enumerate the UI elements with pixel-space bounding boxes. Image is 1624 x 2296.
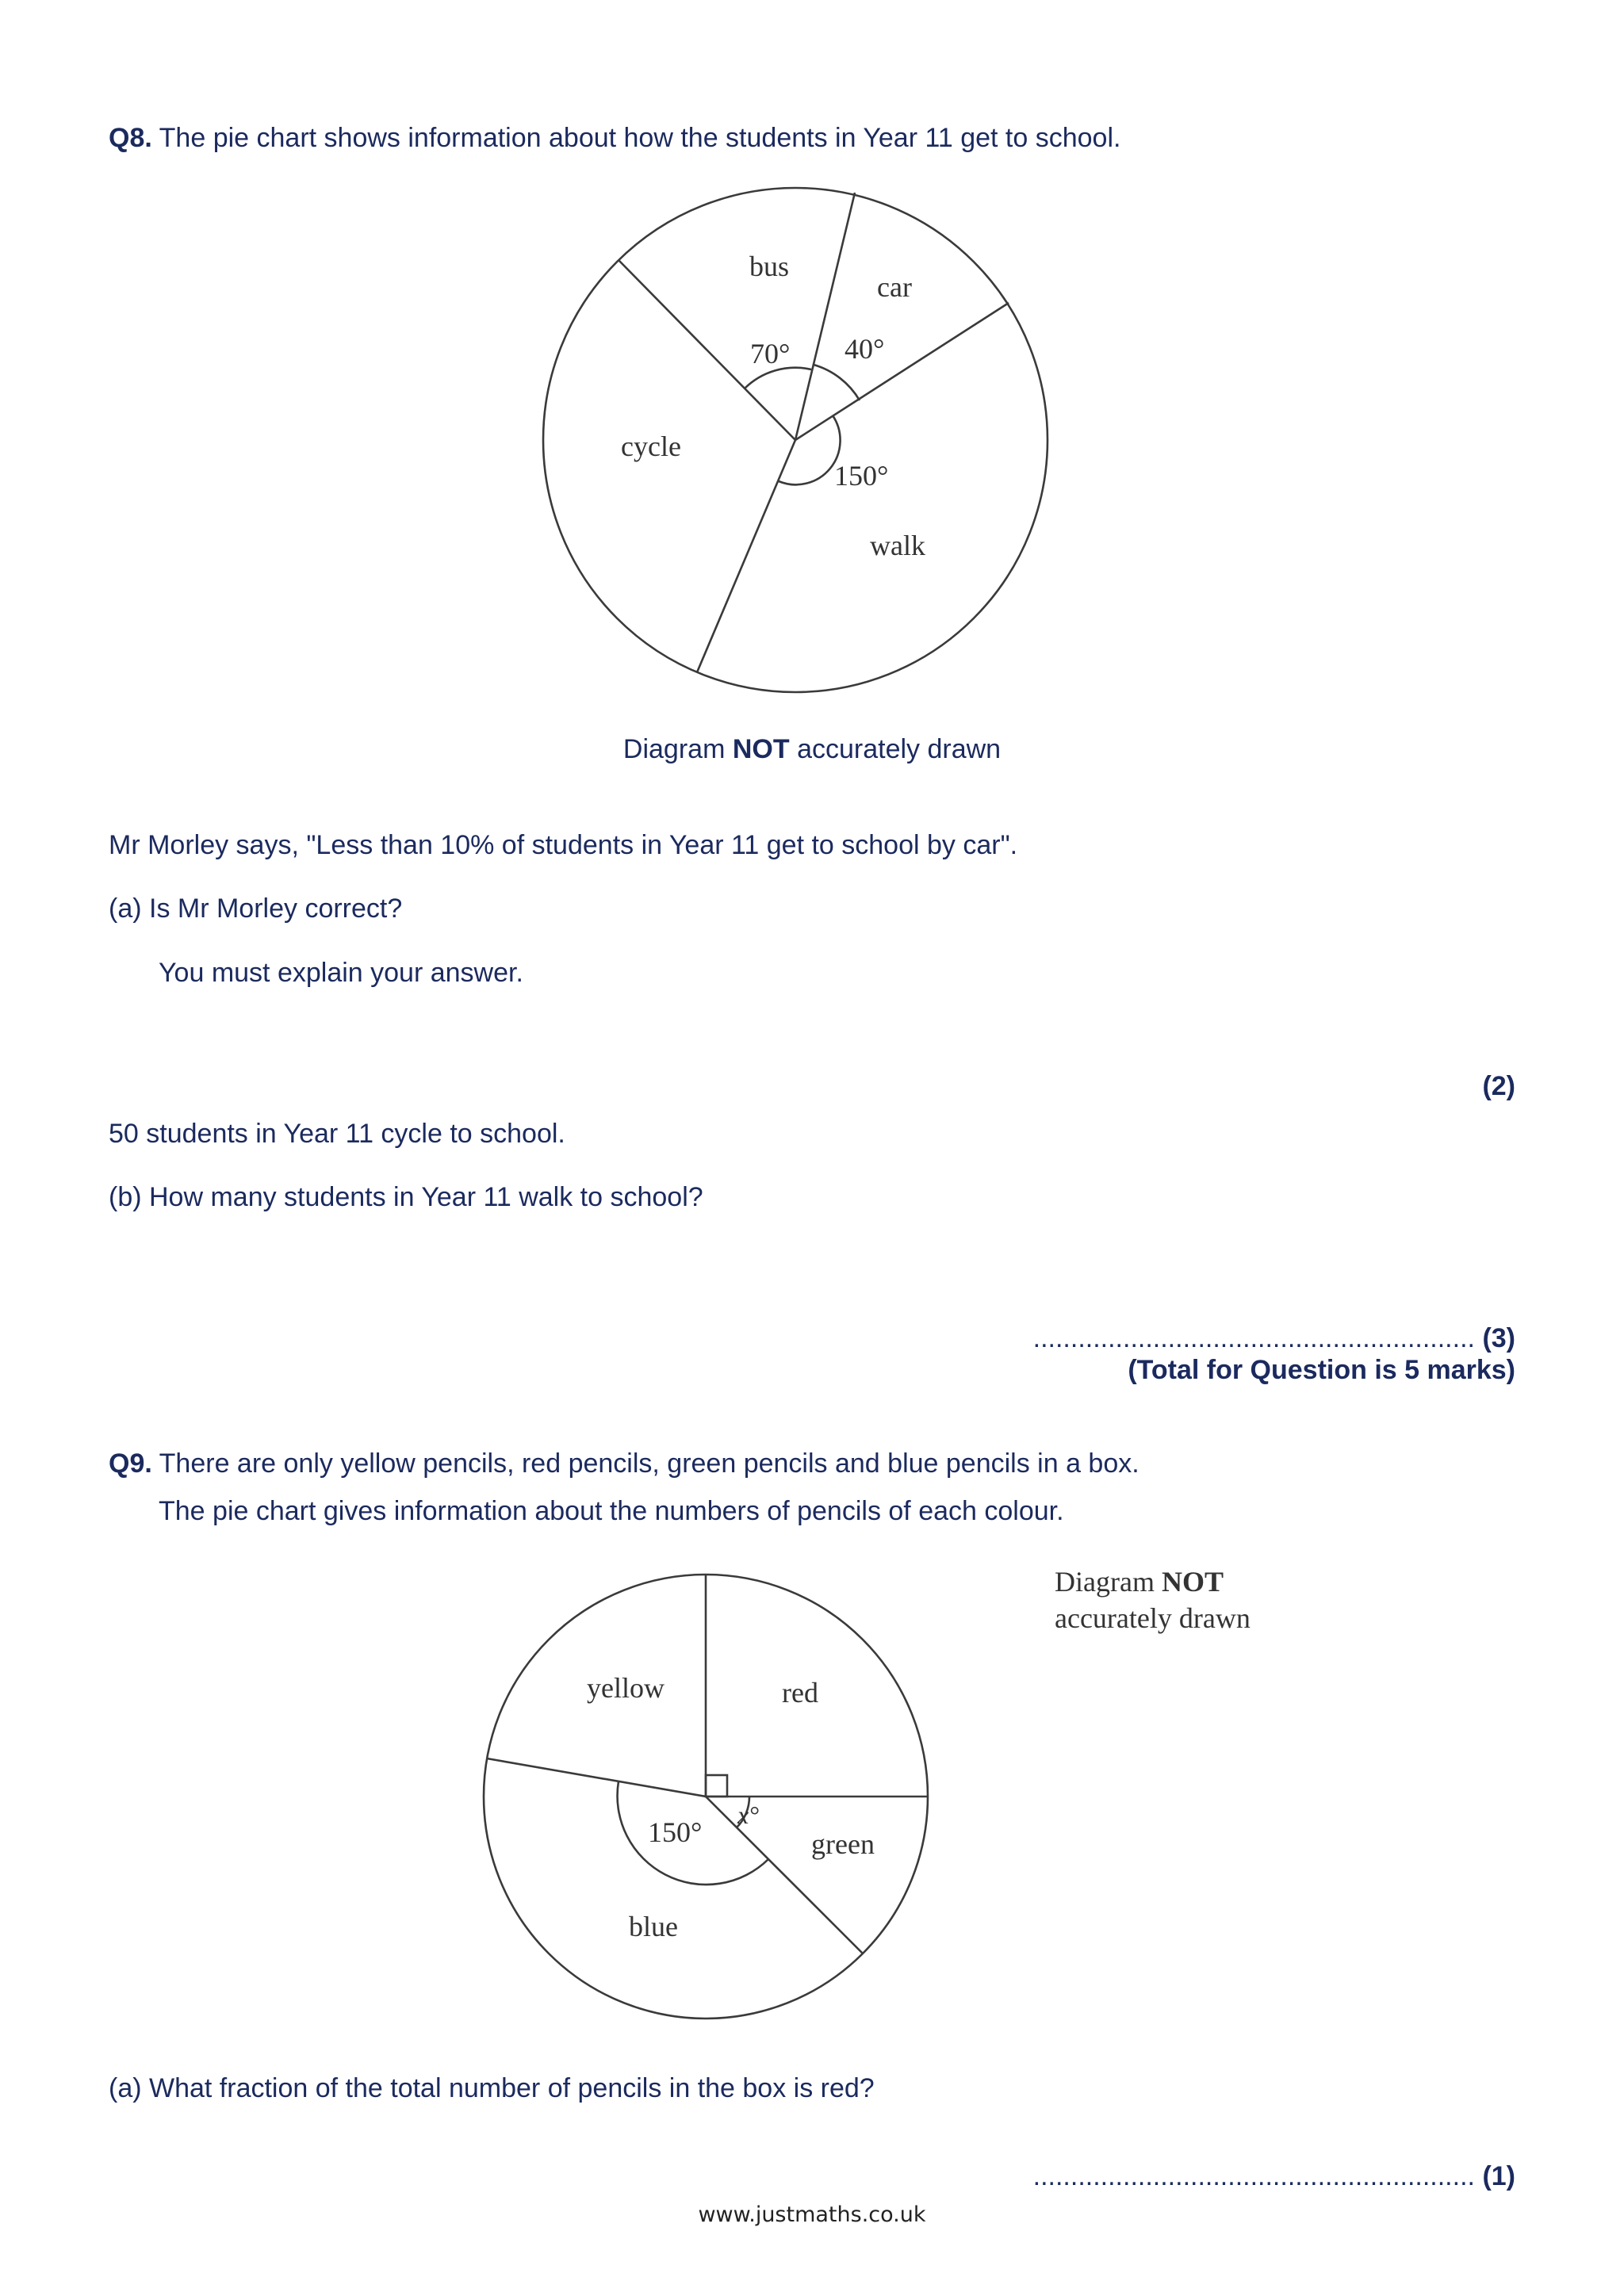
q8-caption-post: accurately drawn xyxy=(789,734,1002,764)
q9-intro-1-text: There are only yellow pencils, red pencils, green pencils and blue pencils in a box. xyxy=(159,1448,1139,1479)
q9-note-bold: NOT xyxy=(1161,1566,1224,1598)
q8-part-a-instruction: You must explain your answer. xyxy=(159,958,523,988)
q8-caption-bold: NOT xyxy=(732,734,790,764)
q9-part-a: (a) What fraction of the total number of pencils in the box is red? xyxy=(109,2073,875,2103)
q8-part-a-marks: (2) xyxy=(1482,1071,1515,1101)
q9-part-a-marks: (1) xyxy=(1482,2161,1515,2191)
q8-radius-car-walk xyxy=(795,303,1009,440)
q9-note-line2: accurately drawn xyxy=(1055,1602,1251,1634)
q9-diagram-note xyxy=(1055,1563,1251,1636)
q9-label-blue: blue xyxy=(629,1911,678,1942)
q9-angle-150: 150° xyxy=(648,1816,703,1848)
q8-number: Q8. xyxy=(109,123,152,153)
q9-intro-1 xyxy=(109,1448,1139,1479)
q8-answer-line xyxy=(1033,1322,1515,1354)
q9-number: Q9. xyxy=(109,1448,152,1479)
q8-angle-150: 150° xyxy=(834,460,889,492)
q9-radius-green-blue xyxy=(706,1797,863,1954)
q8-part-b-marks: (3) xyxy=(1482,1323,1515,1353)
q8-pie-chart xyxy=(523,174,1063,714)
q9-radius-blue-yellow xyxy=(487,1758,706,1797)
q9-pie-chart xyxy=(476,1566,936,2026)
q9-label-red: red xyxy=(782,1677,818,1709)
q8-part-a: (a) Is Mr Morley correct? xyxy=(109,894,403,924)
q9-intro-2: The pie chart gives information about the numbers of pencils of each colour. xyxy=(159,1496,1064,1526)
q8-angle-70: 70° xyxy=(750,338,791,369)
footer-url[interactable]: www.justmaths.co.uk xyxy=(698,2202,926,2227)
q8-label-car: car xyxy=(877,271,912,303)
q8-label-bus: bus xyxy=(749,251,790,282)
q8-label-cycle: cycle xyxy=(621,430,681,462)
q8-arc-40 xyxy=(814,365,860,400)
q9-note-pre: Diagram xyxy=(1055,1566,1162,1598)
q8-arc-70 xyxy=(745,368,811,388)
q9-label-yellow: yellow xyxy=(587,1672,665,1704)
q9-angle-x: x° xyxy=(737,1800,759,1829)
q8-part-b: (b) How many students in Year 11 walk to school? xyxy=(109,1182,703,1212)
q8-caption-pre: Diagram xyxy=(622,734,733,764)
q8-angle-40: 40° xyxy=(845,333,885,365)
q9-answer-line xyxy=(1033,2160,1515,2192)
q8-intro-text: The pie chart shows information about how the students in Year 11 get to school. xyxy=(159,123,1121,153)
q8-radius-walk-cycle xyxy=(697,440,795,672)
q8-answer-dots: ........................................................... xyxy=(1032,1323,1475,1353)
q9-label-green: green xyxy=(811,1828,875,1860)
q9-note-line1 xyxy=(1055,1563,1251,1600)
q8-info-b: 50 students in Year 11 cycle to school. xyxy=(109,1119,565,1149)
q8-caption xyxy=(0,733,1624,765)
q9-right-angle-marker xyxy=(706,1775,727,1797)
q8-label-walk: walk xyxy=(870,530,925,561)
q9-answer-dots: ........................................................... xyxy=(1032,2161,1475,2191)
q8-arc-150 xyxy=(779,415,841,484)
q8-radius-bus-car xyxy=(795,193,855,440)
q8-intro xyxy=(109,122,1120,154)
q8-statement: Mr Morley says, "Less than 10% of students in Year 11 get to school by car". xyxy=(109,830,1018,860)
q8-total: (Total for Question is 5 marks) xyxy=(1128,1355,1515,1385)
